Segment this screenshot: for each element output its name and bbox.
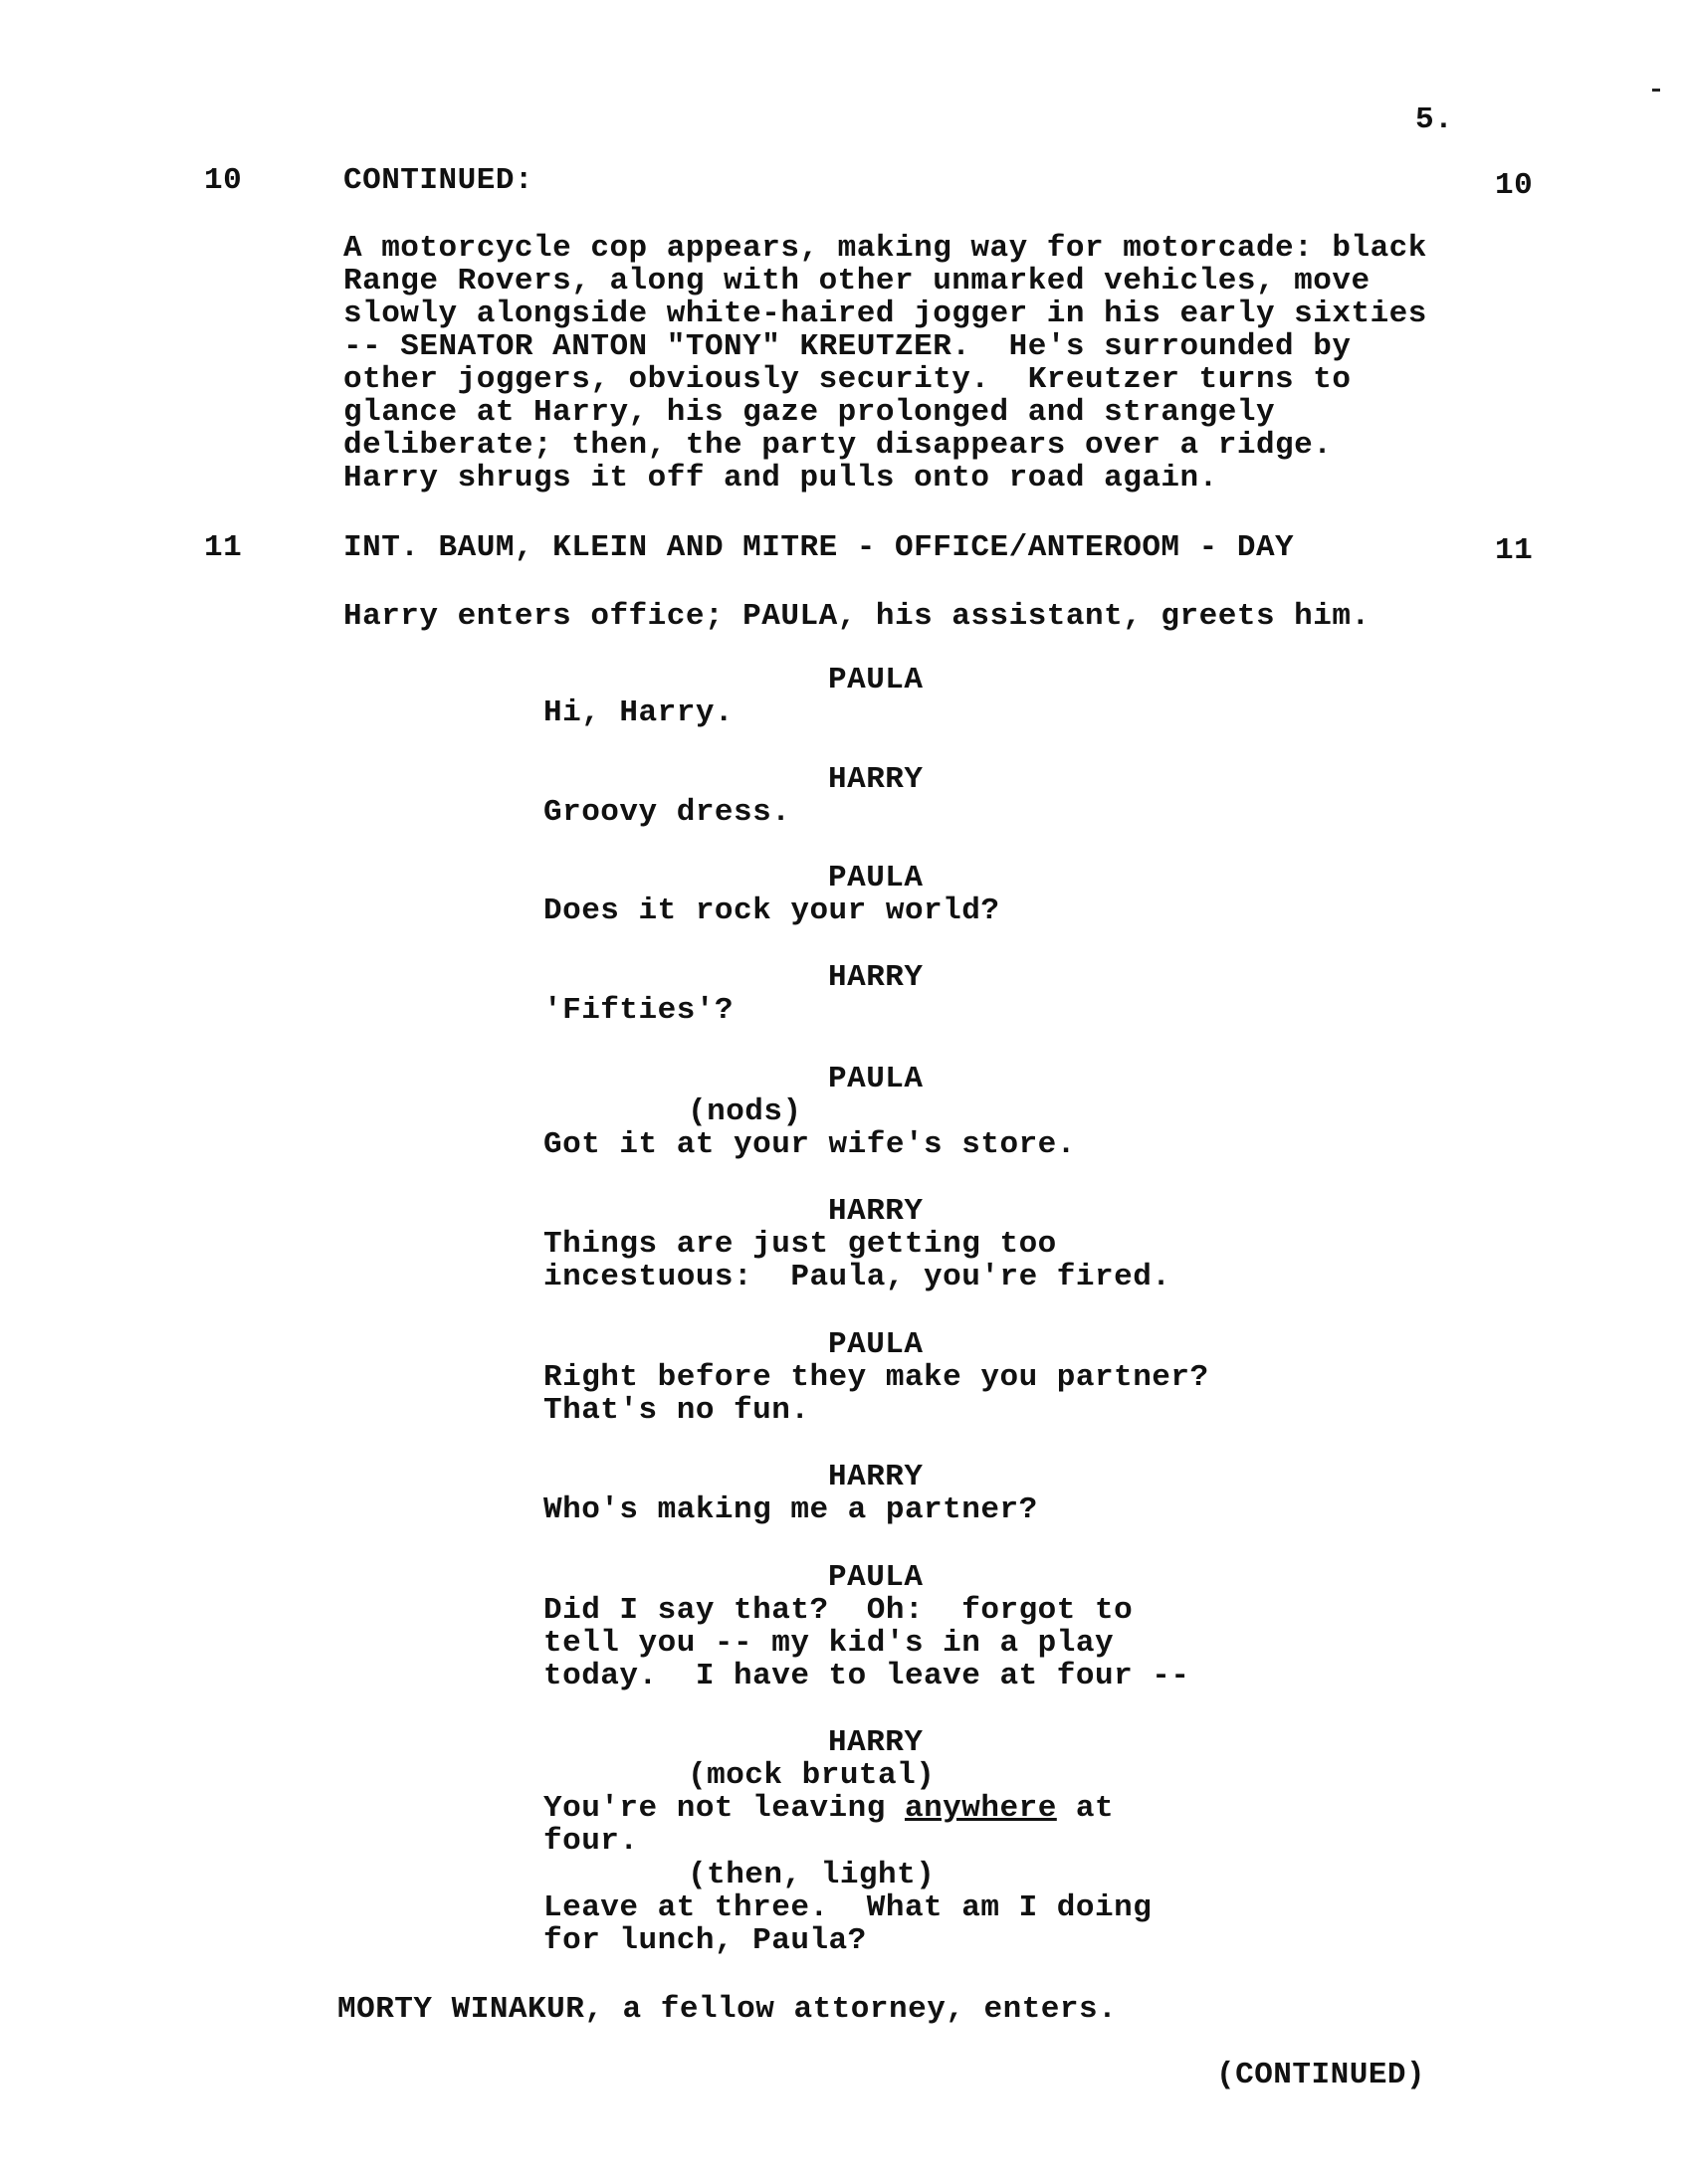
dialogue-line: incestuous: Paula, you're fired. xyxy=(543,1260,1171,1294)
character-name: PAULA xyxy=(828,1327,924,1362)
action-line: slowly alongside white-haired jogger in his early sixties xyxy=(343,297,1427,331)
dialogue-line: That's no fun. xyxy=(543,1393,810,1428)
character-name: HARRY xyxy=(828,1725,924,1760)
action-line: Harry enters office; PAULA, his assistant, greets him. xyxy=(343,599,1371,634)
action-line: deliberate; then, the party disappears over a ridge. xyxy=(343,428,1333,463)
dialogue-line: 'Fifties'? xyxy=(543,993,735,1028)
action-line: Range Rovers, along with other unmarked vehicles, move xyxy=(343,264,1371,298)
dialogue-line: today. I have to leave at four -- xyxy=(543,1659,1190,1693)
scene-heading: CONTINUED: xyxy=(343,163,534,198)
scene-number-right: 11 xyxy=(1495,533,1534,568)
character-name: HARRY xyxy=(828,1460,924,1494)
continued-footer: (CONTINUED) xyxy=(1216,2058,1426,2092)
scan-mark xyxy=(1652,89,1660,92)
dialogue-line: for lunch, Paula? xyxy=(543,1923,867,1958)
scene-number-left: 11 xyxy=(204,530,243,565)
dialogue-line: Got it at your wife's store. xyxy=(543,1127,1076,1162)
character-name: PAULA xyxy=(828,861,924,895)
action-line: glance at Harry, his gaze prolonged and strangely xyxy=(343,395,1276,430)
dialogue-text: at xyxy=(1056,1791,1115,1826)
scene-heading: INT. BAUM, KLEIN AND MITRE - OFFICE/ANTEROOM - DAY xyxy=(343,530,1295,565)
parenthetical: (then, light) xyxy=(688,1858,936,1892)
character-name: PAULA xyxy=(828,1560,924,1595)
dialogue-text: You're not leaving xyxy=(543,1791,905,1826)
character-name: HARRY xyxy=(828,960,924,995)
dialogue-line: tell you -- my kid's in a play xyxy=(543,1626,1115,1661)
action-line: A motorcycle cop appears, making way for motorcade: black xyxy=(343,231,1427,266)
emphasis-text: anywhere xyxy=(904,1791,1057,1826)
dialogue-line: Did I say that? Oh: forgot to xyxy=(543,1593,1134,1628)
action-line: Harry shrugs it off and pulls onto road again. xyxy=(343,461,1218,496)
dialogue-line: four. xyxy=(543,1824,639,1859)
character-name: PAULA xyxy=(828,1062,924,1096)
scene-number-left: 10 xyxy=(204,163,243,198)
action-line: MORTY WINAKUR, a fellow attorney, enters. xyxy=(337,1992,1118,2027)
scene-number-right: 10 xyxy=(1495,168,1534,203)
page-number: 5. xyxy=(1415,102,1454,137)
dialogue-line: Leave at three. What am I doing xyxy=(543,1890,1153,1925)
dialogue-line: Groovy dress. xyxy=(543,795,791,830)
action-line: other joggers, obviously security. Kreutzer turns to xyxy=(343,362,1352,397)
dialogue-line: Things are just getting too xyxy=(543,1227,1057,1262)
parenthetical: (nods) xyxy=(688,1094,802,1129)
character-name: HARRY xyxy=(828,1194,924,1229)
character-name: HARRY xyxy=(828,762,924,797)
dialogue-line: Right before they make you partner? xyxy=(543,1360,1209,1395)
dialogue-line xyxy=(543,1792,1114,1826)
dialogue-line: Who's making me a partner? xyxy=(543,1492,1038,1527)
action-line: -- SENATOR ANTON "TONY" KREUTZER. He's surrounded by xyxy=(343,329,1352,364)
character-name: PAULA xyxy=(828,663,924,697)
dialogue-line: Hi, Harry. xyxy=(543,695,735,730)
dialogue-line: Does it rock your world? xyxy=(543,893,1000,928)
parenthetical: (mock brutal) xyxy=(688,1758,936,1793)
